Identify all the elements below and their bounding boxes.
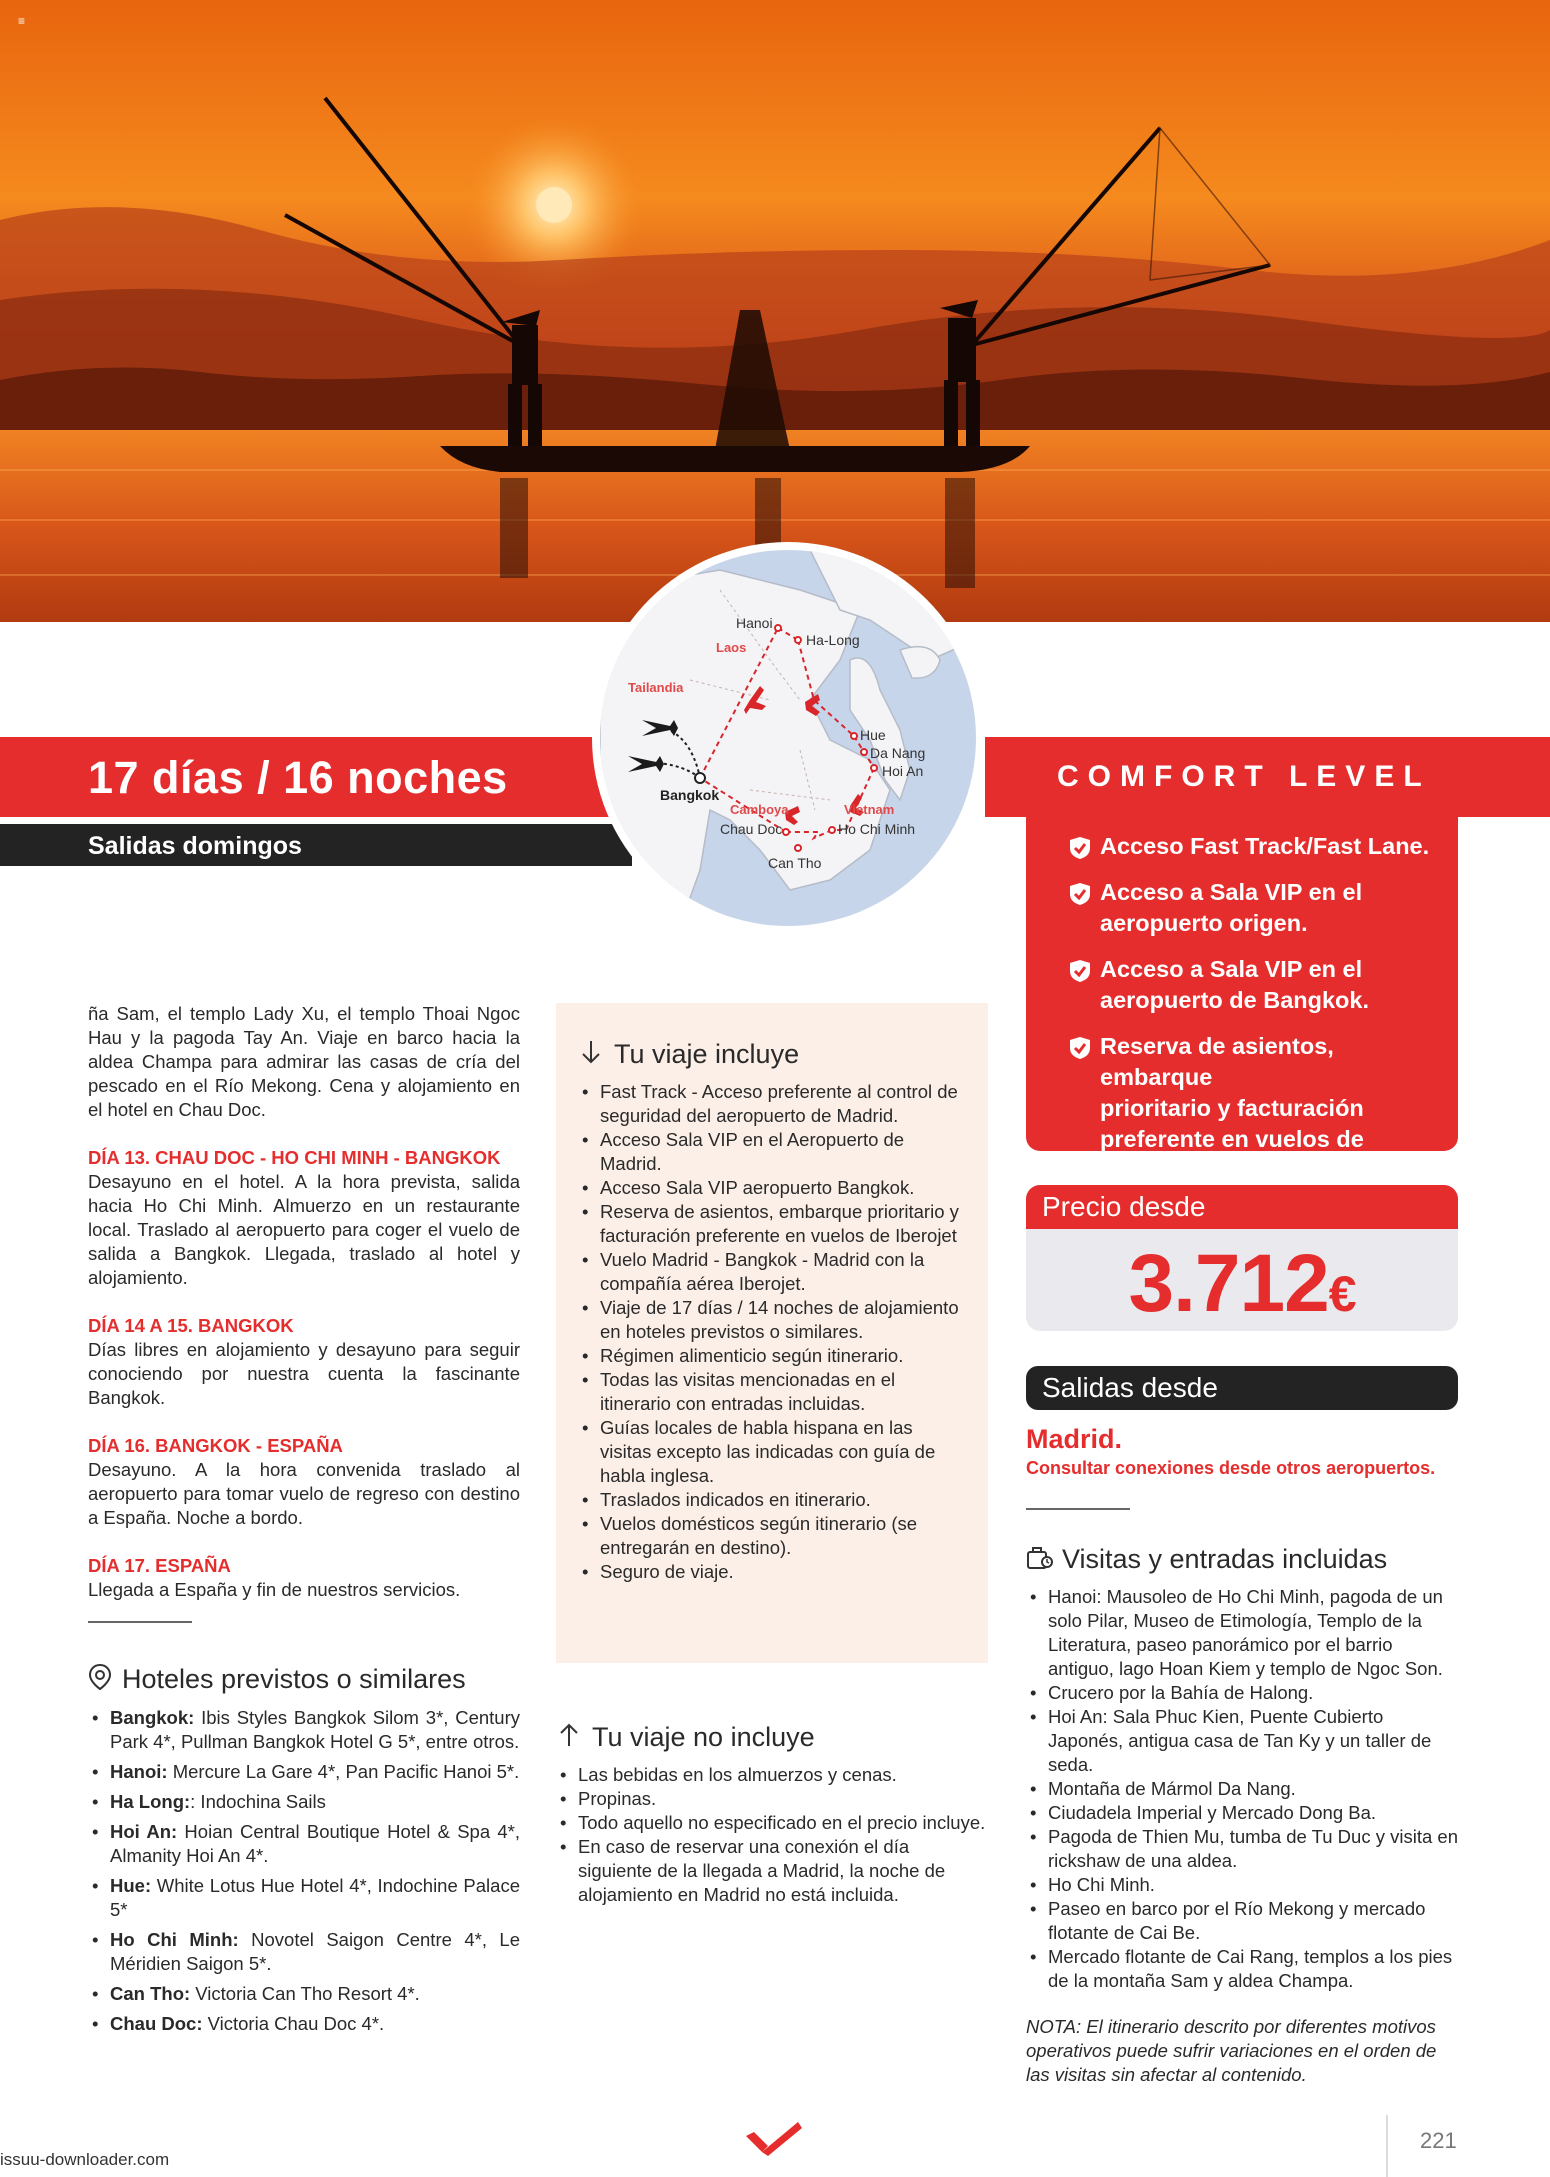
includes-list — [578, 1080, 968, 1584]
visits-title — [1026, 1544, 1458, 1575]
includes-box — [556, 1003, 988, 1663]
list-item: • Vuelos domésticos según itinerario (se entregarán en destino). — [578, 1512, 968, 1560]
day-title: DÍA 16. BANGKOK - ESPAÑA — [88, 1435, 343, 1456]
hotels-title-text: Hoteles previstos o similares — [122, 1664, 466, 1694]
list-item: • En caso de reservar una conexión el día siguiente de la llegada a Madrid, la noche de alojamiento en Madrid no está incluida. — [556, 1835, 988, 1907]
comfort-item — [1044, 1031, 1440, 1186]
brand-logo — [742, 2118, 804, 2158]
shield-check-icon — [1068, 836, 1092, 860]
hotel-names: Victoria Can Tho Resort 4*. — [190, 1983, 420, 2004]
not-included-title-text: Tu viaje no incluye — [592, 1722, 815, 1752]
hotel-city: Ho Chi Minh: — [110, 1929, 239, 1950]
hotel-names: Novotel Saigon Centre 4*, Le Méridien Saigon 5*. — [110, 1929, 521, 1974]
comfort-item-line: prioritario y facturación — [1100, 1095, 1364, 1121]
hotel-city: Bangkok: — [110, 1707, 195, 1728]
map-label-vietnam: Vietnam — [844, 802, 895, 817]
hero-photo — [0, 0, 1550, 622]
watermark-text: issuu-downloader.com — [0, 2150, 170, 2169]
shield-check-icon — [1068, 882, 1092, 906]
hotel-item — [88, 2012, 520, 2036]
map-label-laos: Laos — [716, 640, 747, 655]
comfort-level-panel — [1026, 817, 1458, 1183]
map-label-cantho: Can Tho — [768, 855, 822, 871]
comfort-item-line: Acceso a Sala VIP en el — [1100, 956, 1363, 982]
not-included-section — [556, 1722, 988, 1907]
page-number: 221 — [1420, 2128, 1457, 2153]
not-included-title — [556, 1722, 988, 1753]
hotel-item — [88, 1874, 520, 1922]
departures-from-label: Salidas desde — [1026, 1366, 1458, 1410]
list-item: • Guías locales de habla hispana en las visitas excepto las indicadas con guía de habla inglesa. — [578, 1416, 968, 1488]
visits-section — [1026, 1544, 1458, 1993]
price-currency: € — [1328, 1266, 1356, 1322]
list-item: • Hanoi: Mausoleo de Ho Chi Minh, pagoda de un solo Pilar, Museo de Etimología, Templo de la Literatura, paseo panorámico por el barrio antiguo, lago Hoan Kiem y templo de Ngoc Son. — [1026, 1585, 1458, 1681]
itinerary-note: NOTA: El itinerario descrito por diferentes motivos operativos puede sufrir variaciones en el orden de las visitas sin afectar al contenido. — [1026, 2016, 1437, 2085]
day-title: DÍA 17. ESPAÑA — [88, 1555, 231, 1576]
day-text: Días libres en alojamiento y desayuno para seguir conociendo por nuestra cuenta la fascinante Bangkok. — [88, 1339, 520, 1408]
sunset-fishermen-illustration — [0, 0, 1550, 622]
list-item: • Todo aquello no especificado en el precio incluye. — [556, 1811, 988, 1835]
comfort-item-line: preferente en vuelos de Iberojet. — [1100, 1126, 1364, 1183]
day-title: DÍA 14 A 15. BANGKOK — [88, 1315, 294, 1336]
day-title: DÍA 13. CHAU DOC - HO CHI MINH - BANGKOK — [88, 1147, 501, 1168]
itinerary-intro: ña Sam, el templo Lady Xu, el templo Thoai Ngoc Hau y la pagoda Tay An. Viaje en barco hacia la aldea Champa para admirar las casas de cría del pescado en el Río Mekong. Cena y alojamiento en el hotel en Chau Doc. — [88, 1003, 520, 1120]
comfort-item-line: aeropuerto origen. — [1100, 910, 1308, 936]
list-item: • Todas las visitas mencionadas en el itinerario con entradas incluidas. — [578, 1368, 968, 1416]
map-label-bangkok: Bangkok — [660, 787, 720, 803]
visits-title-text: Visitas y entradas incluidas — [1062, 1544, 1388, 1574]
list-item: • Vuelo Madrid - Bangkok - Madrid con la compañía aérea Iberojet. — [578, 1248, 968, 1296]
hotel-names: White Lotus Hue Hotel 4*, Indochine Palace 5* — [110, 1875, 520, 1920]
includes-title-text: Tu viaje incluye — [614, 1039, 800, 1069]
list-item: • Acceso Sala VIP en el Aeropuerto de Madrid. — [578, 1128, 968, 1176]
comfort-item-line: Acceso Fast Track/Fast Lane. — [1100, 833, 1430, 859]
includes-title — [578, 1039, 968, 1070]
hotel-item — [88, 1760, 520, 1784]
footer-divider — [1386, 2115, 1388, 2177]
trip-duration: 17 días / 16 noches — [88, 752, 508, 803]
day-text: Llegada a España y fin de nuestros servicios. — [88, 1579, 461, 1600]
hotel-item — [88, 1790, 520, 1814]
list-item: • Mercado flotante de Cai Rang, templos a los pies de la montaña Sam y aldea Champa. — [1026, 1945, 1458, 1993]
list-item: • Ciudadela Imperial y Mercado Dong Ba. — [1026, 1801, 1458, 1825]
hotel-city: Ha Long: — [110, 1791, 191, 1812]
departure-days: Salidas domingos — [88, 832, 302, 860]
list-item: • Acceso Sala VIP aeropuerto Bangkok. — [578, 1176, 968, 1200]
route-map — [592, 542, 984, 934]
list-item: • Régimen alimenticio según itinerario. — [578, 1344, 968, 1368]
price-label: Precio desde — [1026, 1185, 1458, 1229]
luggage-icon — [1026, 1545, 1054, 1571]
divider — [1026, 1508, 1130, 1510]
day-text: Desayuno. A la hora convenida traslado al aeropuerto para tomar vuelo de regreso con destino a España. Noche a bordo. — [88, 1459, 520, 1528]
hotels-title — [88, 1663, 466, 1695]
arrow-down-icon — [578, 1039, 604, 1065]
hotel-item — [88, 1706, 520, 1754]
shield-check-icon — [1068, 959, 1092, 983]
itinerary-column — [88, 1002, 520, 1602]
map-label-halong: Ha-Long — [806, 632, 860, 648]
price-box — [1026, 1185, 1458, 1331]
price-amount: 3.712 — [1128, 1238, 1329, 1329]
map-label-camboya: Camboya — [730, 802, 789, 817]
hotel-names: : Indochina Sails — [190, 1791, 326, 1812]
list-item: • Traslados indicados en itinerario. — [578, 1488, 968, 1512]
list-item: • Propinas. — [556, 1787, 988, 1811]
hotel-names: Victoria Chau Doc 4*. — [202, 2013, 385, 2034]
route-map-svg — [600, 550, 976, 926]
departure-city: Madrid. — [1026, 1424, 1123, 1454]
list-item: • Hoi An: Sala Phuc Kien, Puente Cubierto Japonés, antigua casa de Tan Ky y un taller de seda. — [1026, 1705, 1458, 1777]
departure-note: Consultar conexiones desde otros aeropuertos. — [1026, 1458, 1436, 1478]
comfort-item — [1044, 954, 1440, 1016]
list-item: • Las bebidas en los almuerzos y cenas. — [556, 1763, 988, 1787]
map-label-tailandia: Tailandia — [628, 680, 684, 695]
list-item: • Pagoda de Thien Mu, tumba de Tu Duc y visita en rickshaw de una aldea. — [1026, 1825, 1458, 1873]
list-item: • Reserva de asientos, embarque prioritario y facturación preferente en vuelos de Iberojet — [578, 1200, 968, 1248]
list-item: • Paseo en barco por el Río Mekong y mercado flotante de Cai Be. — [1026, 1897, 1458, 1945]
list-item: • Crucero por la Bahía de Halong. — [1026, 1681, 1458, 1705]
divider — [88, 1621, 192, 1623]
map-label-hoian: Hoi An — [882, 763, 924, 779]
price-value — [1026, 1237, 1458, 1331]
list-item: • Montaña de Mármol Da Nang. — [1026, 1777, 1458, 1801]
hotels-list — [88, 1706, 520, 2042]
hotel-city: Can Tho: — [110, 1983, 191, 2004]
day-text: Desayuno en el hotel. A la hora prevista, salida hacia Ho Chi Minh. Almuerzo en un restaurante local. Traslado al aeropuerto para coger el vuelo de salida a Bangkok. Llegada, traslado al hotel y alojamiento. — [88, 1171, 520, 1288]
comfort-item — [1044, 877, 1440, 939]
hotel-names: Ibis Styles Bangkok Silom 3*, Century Park 4*, Pullman Bangkok Hotel G 5*, entre otros. — [110, 1707, 520, 1752]
map-label-hochiminh: Ho Chi Minh — [838, 821, 916, 837]
hotel-city: Hoi An: — [110, 1821, 178, 1842]
hotel-names: Hoian Central Boutique Hotel & Spa 4*, Almanity Hoi An 4*. — [110, 1821, 520, 1866]
comfort-item-line: Reserva de asientos, embarque — [1100, 1033, 1334, 1090]
location-pin-icon — [88, 1663, 112, 1691]
hotel-item — [88, 1820, 520, 1868]
list-item: • Viaje de 17 días / 14 noches de alojamiento en hoteles previstos o similares. — [578, 1296, 968, 1344]
list-item: • Seguro de viaje. — [578, 1560, 968, 1584]
comfort-level-title: COMFORT LEVEL — [1057, 760, 1431, 793]
hotel-item — [88, 1982, 520, 2006]
hotel-city: Hue: — [110, 1875, 152, 1896]
arrow-up-icon — [556, 1722, 582, 1748]
comfort-item-line: Acceso a Sala VIP en el — [1100, 879, 1363, 905]
map-label-danang: Da Nang — [870, 745, 926, 761]
map-label-hue: Hue — [860, 727, 886, 743]
hotel-names: Mercure La Gare 4*, Pan Pacific Hanoi 5*. — [167, 1761, 520, 1782]
list-item: • Ho Chi Minh. — [1026, 1873, 1458, 1897]
visits-list — [1026, 1585, 1458, 1993]
comfort-item-line: aeropuerto de Bangkok. — [1100, 987, 1369, 1013]
comfort-item — [1044, 831, 1440, 862]
hotel-city: Chau Doc: — [110, 2013, 203, 2034]
corner-mark: ≡ — [18, 14, 26, 28]
map-label-chaudoc: Chau Doc — [720, 821, 783, 837]
hotel-item — [88, 1928, 520, 1976]
shield-check-icon — [1068, 1036, 1092, 1060]
not-included-list — [556, 1763, 988, 1907]
list-item: • Fast Track - Acceso preferente al control de seguridad del aeropuerto de Madrid. — [578, 1080, 968, 1128]
map-label-hanoi: Hanoi — [736, 615, 773, 631]
hotel-city: Hanoi: — [110, 1761, 168, 1782]
